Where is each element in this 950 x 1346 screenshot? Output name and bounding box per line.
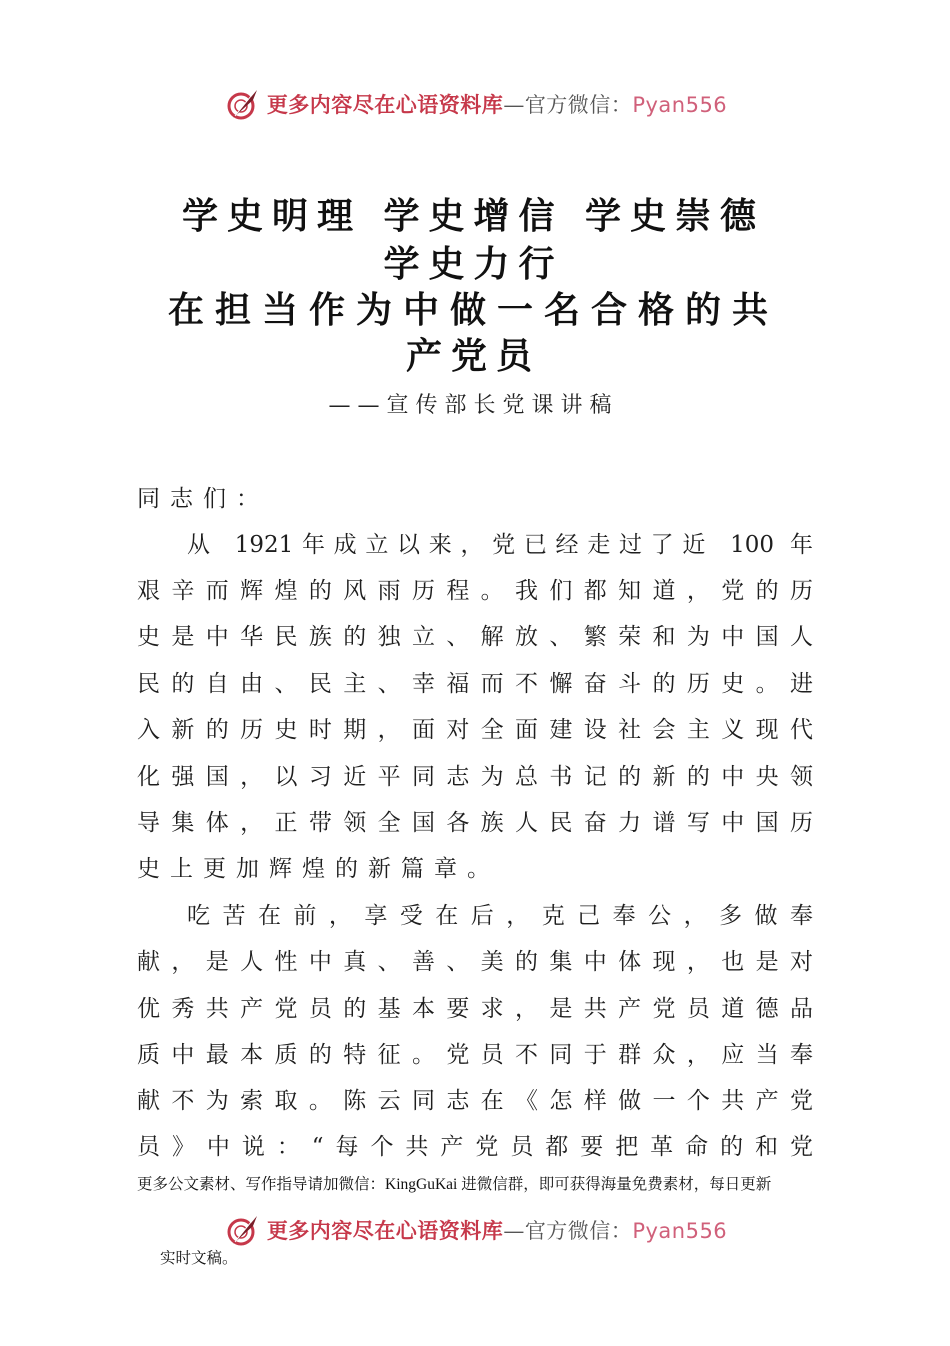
watermark-banner-bottom [0, 1208, 950, 1252]
paragraph-line: 从 1921年成立以来，党已经走过了近 100 年 [187, 532, 813, 558]
paragraph-line: 导集体，正带领全国各族人民奋力谱写中国历 [137, 810, 813, 836]
paragraph-line: 吃苦在前，享受在后，克己奉公，多做奉 [187, 903, 813, 929]
paragraph-line: 艰辛而辉煌的风雨历程。我们都知道，党的历 [137, 578, 813, 604]
banner-wechat-id: Pyan556 [632, 93, 728, 117]
paragraph-line: 史上更加辉煌的新篇章。 [137, 856, 500, 882]
paragraph-line: 质中最本质的特征。党员不同于群众，应当奉 [137, 1042, 813, 1068]
title-line-1: 学史明理 学史增信 学史崇德 [181, 196, 766, 237]
watermark-banner-top [0, 82, 950, 126]
footer-tail: 实时文稿。 [160, 1250, 238, 1267]
banner-wechat-id: Pyan556 [632, 1219, 728, 1243]
greeting: 同志们： [137, 486, 269, 512]
banner-wechat-label: 官方微信： [524, 1219, 633, 1243]
banner-library-name: 更多内容尽在心语资料库 [266, 1218, 504, 1243]
paragraph-line: 献不为索取。陈云同志在《怎样做一个共产党 [137, 1088, 813, 1114]
quill-logo-icon [223, 84, 263, 124]
paragraph-line: 史是中华民族的独立、解放、繁荣和为中国人 [137, 624, 813, 650]
title-line-2: 学史力行 [383, 244, 564, 285]
paragraph-line: 民的自由、民主、幸福而不懈奋斗的历史。进 [137, 671, 813, 697]
banner-text [267, 89, 727, 119]
banner-dash: — [503, 93, 525, 117]
quill-logo-icon [223, 1210, 263, 1250]
banner-text [267, 1215, 727, 1245]
title-line-3: 在担当作为中做一名合格的共 [167, 290, 779, 331]
paragraph-line: 入新的历史时期，面对全面建设社会主义现代 [137, 717, 813, 743]
footer-note: 更多公文素材、写作指导请加微信：KingGuKai 进微信群，即可获得海量免费素材，每日更新 [137, 1176, 772, 1193]
paragraph-line: 优秀共产党员的基本要求，是共产党员道德品 [137, 996, 813, 1022]
banner-library-name: 更多内容尽在心语资料库 [266, 92, 504, 117]
paragraph-line: 化强国，以习近平同志为总书记的新的中央领 [137, 764, 813, 790]
title-line-4: 产党员 [405, 336, 541, 377]
paragraph-line: 员》中说：“每个共产党员都要把革命的和党 [137, 1134, 813, 1160]
banner-dash: — [503, 1219, 525, 1243]
banner-wechat-label: 官方微信： [524, 93, 633, 117]
subtitle: ——宣传部长党课讲稿 [328, 393, 619, 418]
paragraph-line: 献，是人性中真、善、美的集中体现，也是对 [137, 949, 813, 975]
